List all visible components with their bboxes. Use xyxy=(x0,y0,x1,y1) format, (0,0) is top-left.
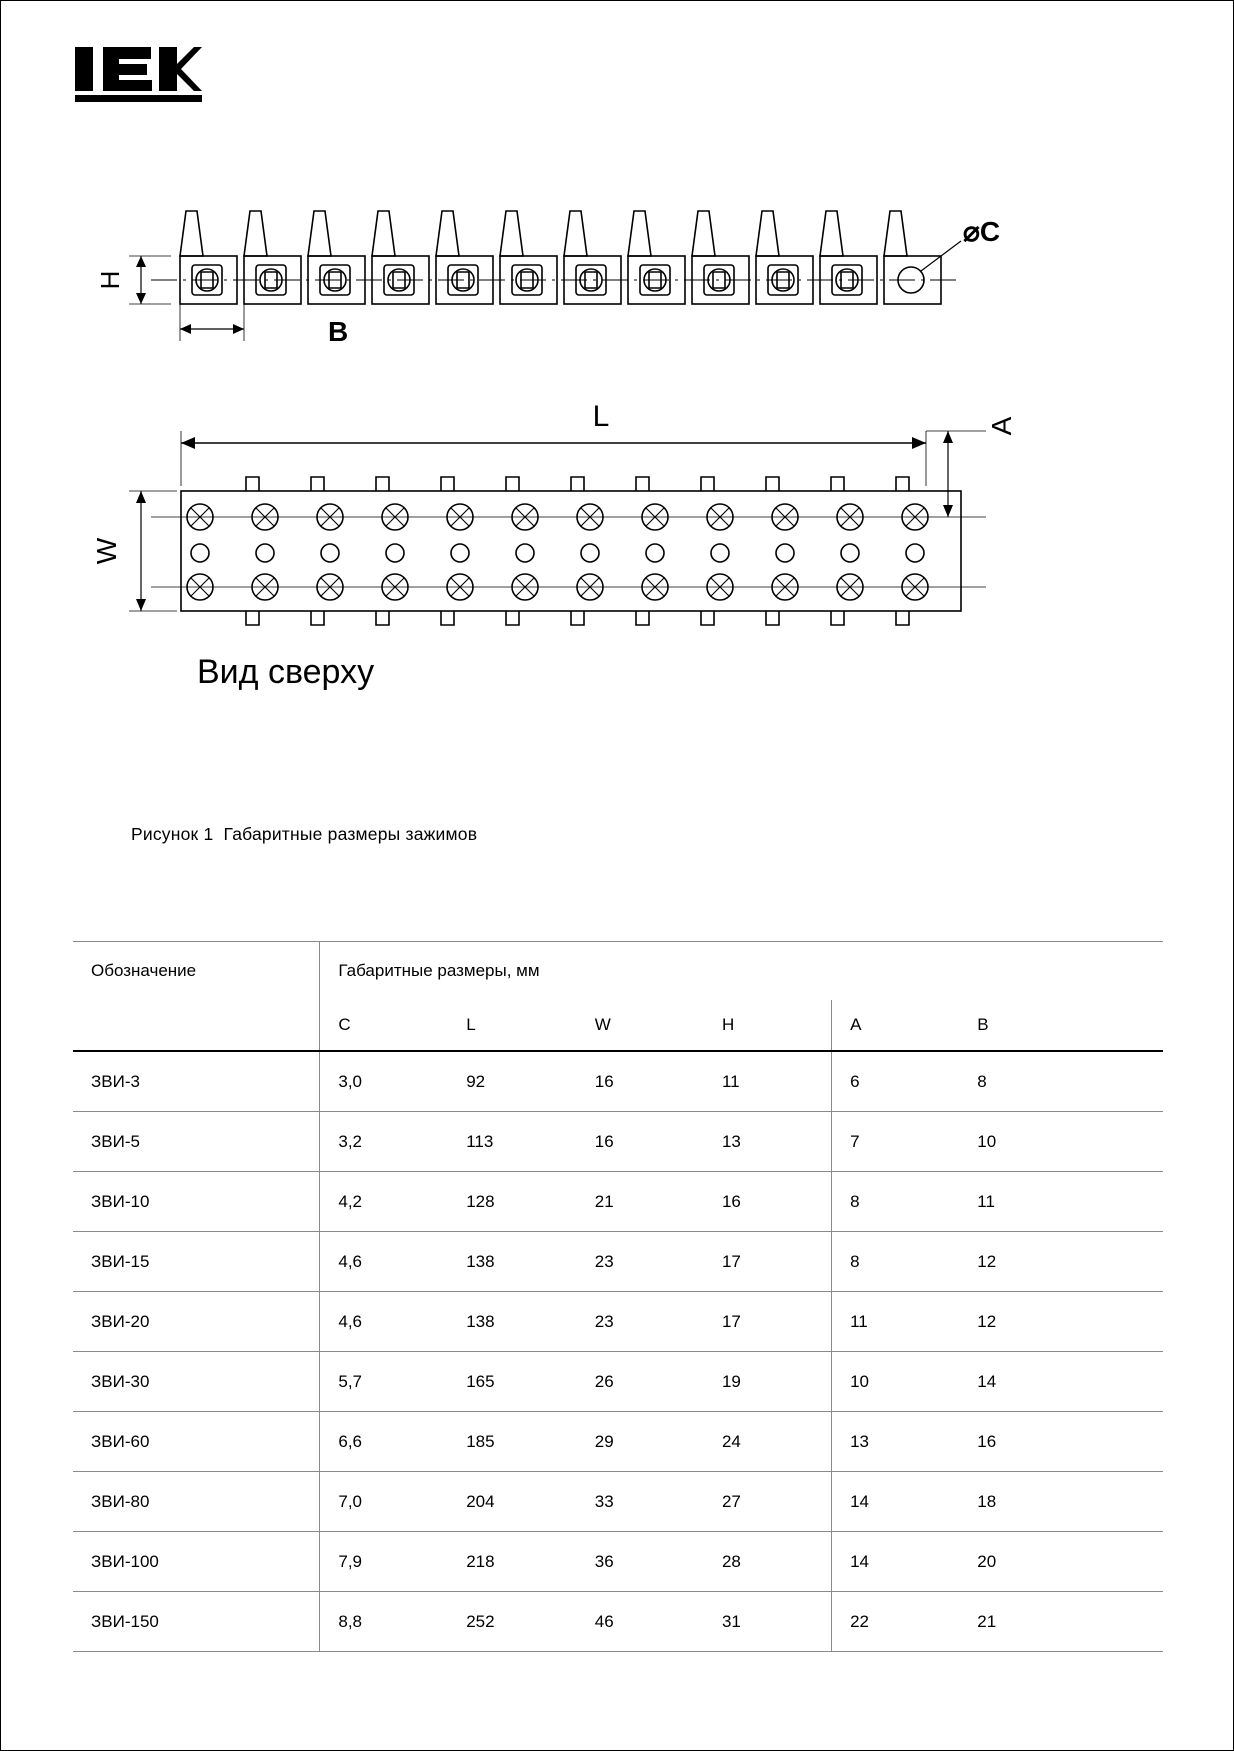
cell-c: 6,6 xyxy=(320,1412,448,1472)
label-l: L xyxy=(592,400,610,433)
cell-c: 8,8 xyxy=(320,1592,448,1652)
cell-l: 218 xyxy=(448,1532,577,1592)
cell-name: ЗВИ-150 xyxy=(73,1592,320,1652)
cell-w: 16 xyxy=(577,1051,704,1112)
figure-caption: Рисунок 1 Габаритные размеры зажимов xyxy=(131,824,478,844)
dimension-drawing xyxy=(1,181,1234,701)
cell-h: 27 xyxy=(704,1472,832,1532)
cell-w: 36 xyxy=(577,1532,704,1592)
cell-l: 113 xyxy=(448,1112,577,1172)
cell-name: ЗВИ-10 xyxy=(73,1172,320,1232)
cell-name: ЗВИ-30 xyxy=(73,1352,320,1412)
cell-a: 14 xyxy=(832,1472,960,1532)
cell-h: 13 xyxy=(704,1112,832,1172)
cell-a: 8 xyxy=(832,1232,960,1292)
subheader-b: B xyxy=(959,1000,1163,1051)
cell-h: 19 xyxy=(704,1352,832,1412)
header-dimensions: Габаритные размеры, мм xyxy=(320,942,1163,1001)
cell-b: 12 xyxy=(959,1292,1163,1352)
table-row xyxy=(73,1172,1163,1232)
cell-l: 128 xyxy=(448,1172,577,1232)
cell-a: 8 xyxy=(832,1172,960,1232)
cell-a: 14 xyxy=(832,1532,960,1592)
cell-b: 20 xyxy=(959,1532,1163,1592)
cell-h: 16 xyxy=(704,1172,832,1232)
cell-w: 16 xyxy=(577,1112,704,1172)
subheader-c: C xyxy=(320,1000,448,1051)
table-header-row xyxy=(73,942,1163,1001)
cell-l: 204 xyxy=(448,1472,577,1532)
table-row xyxy=(73,1051,1163,1112)
cell-a: 10 xyxy=(832,1352,960,1412)
cell-b: 18 xyxy=(959,1472,1163,1532)
cell-name: ЗВИ-60 xyxy=(73,1412,320,1472)
label-a: A xyxy=(986,416,1017,436)
cell-w: 29 xyxy=(577,1412,704,1472)
cell-b: 14 xyxy=(959,1352,1163,1412)
cell-b: 8 xyxy=(959,1051,1163,1112)
subheader-l: L xyxy=(448,1000,577,1051)
cell-l: 185 xyxy=(448,1412,577,1472)
dimensions-table xyxy=(73,941,1163,1652)
cell-l: 138 xyxy=(448,1232,577,1292)
cell-h: 17 xyxy=(704,1292,832,1352)
cell-b: 11 xyxy=(959,1172,1163,1232)
label-top-view: Вид сверху xyxy=(197,653,375,691)
cell-name: ЗВИ-3 xyxy=(73,1051,320,1112)
cell-name: ЗВИ-80 xyxy=(73,1472,320,1532)
cell-w: 21 xyxy=(577,1172,704,1232)
label-w: W xyxy=(91,537,122,565)
subheader-blank xyxy=(73,1000,320,1051)
cell-a: 13 xyxy=(832,1412,960,1472)
cell-c: 7,9 xyxy=(320,1532,448,1592)
cell-l: 92 xyxy=(448,1051,577,1112)
cell-c: 4,6 xyxy=(320,1292,448,1352)
cell-h: 11 xyxy=(704,1051,832,1112)
cell-c: 7,0 xyxy=(320,1472,448,1532)
subheader-h: H xyxy=(704,1000,832,1051)
table-row xyxy=(73,1232,1163,1292)
label-h: H xyxy=(95,270,125,290)
cell-h: 24 xyxy=(704,1412,832,1472)
cell-a: 6 xyxy=(832,1051,960,1112)
table-row xyxy=(73,1412,1163,1472)
cell-c: 4,2 xyxy=(320,1172,448,1232)
cell-w: 46 xyxy=(577,1592,704,1652)
cell-h: 17 xyxy=(704,1232,832,1292)
cell-a: 7 xyxy=(832,1112,960,1172)
cell-w: 33 xyxy=(577,1472,704,1532)
cell-c: 3,0 xyxy=(320,1051,448,1112)
cell-w: 23 xyxy=(577,1232,704,1292)
cell-l: 165 xyxy=(448,1352,577,1412)
table-row xyxy=(73,1352,1163,1412)
cell-a: 22 xyxy=(832,1592,960,1652)
cell-name: ЗВИ-20 xyxy=(73,1292,320,1352)
label-b: B xyxy=(328,316,349,347)
table-row xyxy=(73,1292,1163,1352)
cell-name: ЗВИ-100 xyxy=(73,1532,320,1592)
table-subheader-row xyxy=(73,1000,1163,1051)
table-row xyxy=(73,1532,1163,1592)
cell-w: 26 xyxy=(577,1352,704,1412)
cell-a: 11 xyxy=(832,1292,960,1352)
header-designation: Обозначение xyxy=(73,942,320,1001)
cell-h: 31 xyxy=(704,1592,832,1652)
cell-b: 10 xyxy=(959,1112,1163,1172)
cell-w: 23 xyxy=(577,1292,704,1352)
table-row xyxy=(73,1592,1163,1652)
cell-b: 12 xyxy=(959,1232,1163,1292)
table-row xyxy=(73,1112,1163,1172)
cell-l: 252 xyxy=(448,1592,577,1652)
cell-l: 138 xyxy=(448,1292,577,1352)
cell-c: 5,7 xyxy=(320,1352,448,1412)
table-row xyxy=(73,1472,1163,1532)
cell-b: 21 xyxy=(959,1592,1163,1652)
cell-c: 3,2 xyxy=(320,1112,448,1172)
label-c: ⌀C xyxy=(963,216,1001,247)
iek-logo xyxy=(73,43,203,105)
cell-name: ЗВИ-5 xyxy=(73,1112,320,1172)
cell-c: 4,6 xyxy=(320,1232,448,1292)
cell-name: ЗВИ-15 xyxy=(73,1232,320,1292)
subheader-w: W xyxy=(577,1000,704,1051)
cell-h: 28 xyxy=(704,1532,832,1592)
subheader-a: A xyxy=(832,1000,960,1051)
cell-b: 16 xyxy=(959,1412,1163,1472)
